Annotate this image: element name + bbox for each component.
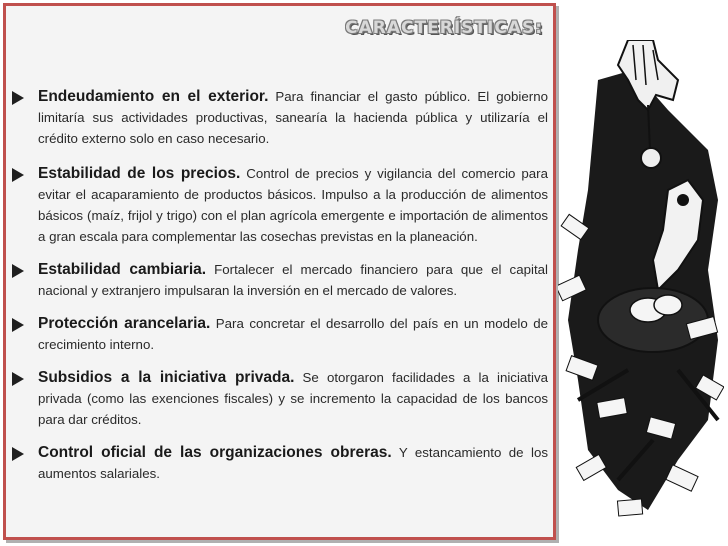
item-body: Y estancamiento de los aumentos salariales. <box>38 445 548 481</box>
item-text <box>38 259 548 301</box>
list-item <box>10 163 548 247</box>
item-body: Fortalecer el mercado financiero para que el capital nacional y extranjero impulsaran la inversión en el mercado de valores. <box>38 262 548 298</box>
list-item <box>10 86 548 149</box>
arrow-bullet-icon <box>12 91 24 105</box>
item-heading: Control oficial de las organizaciones obreras. <box>38 444 392 461</box>
slide-frame <box>3 3 556 540</box>
item-heading: Estabilidad cambiaria. <box>38 261 207 278</box>
arrow-bullet-icon <box>12 372 24 386</box>
arrow-bullet-icon <box>12 264 24 278</box>
hand-and-money-nest-illustration <box>558 40 724 540</box>
arrow-bullet-icon <box>12 168 24 182</box>
arrow-bullet-icon <box>12 318 24 332</box>
item-text <box>38 442 548 484</box>
item-body: Se otorgaron facilidades a la iniciativa privada (como las exenciones fiscales) y se incremento la capacidad de los bancos para dar créditos. <box>38 370 548 427</box>
list-item <box>10 259 548 301</box>
item-heading: Endeudamiento en el exterior. <box>38 88 269 105</box>
item-body: Para concretar el desarrollo del país en un modelo de crecimiento interno. <box>38 316 548 352</box>
item-heading: Protección arancelaria. <box>38 315 211 332</box>
item-text <box>38 163 548 247</box>
list-item <box>10 367 548 430</box>
item-body: Para financiar el gasto público. El gobierno limitaría sus actividades productivas, sanearía la hacienda pública y utilizaría el crédito externo solo en caso necesario. <box>38 89 548 146</box>
list-item <box>10 442 548 484</box>
arrow-bullet-icon <box>12 447 24 461</box>
item-heading: Subsidios a la iniciativa privada. <box>38 369 295 386</box>
item-body: Control de precios y vigilancia del comercio para evitar el acaparamiento de productos básicos. Impulso a la producción de alimentos básicos (maíz, frijol y trigo) con el plan agrícola emergente e importación de alimentos a gran escala para complementar las cosechas previstas en la planeación. <box>38 166 548 244</box>
slide-title: CARACTERÍSTICAS: <box>345 18 543 38</box>
item-heading: Estabilidad de los precios. <box>38 165 241 182</box>
item-text <box>38 367 548 430</box>
item-text <box>38 313 548 355</box>
item-text <box>38 86 548 149</box>
characteristics-list <box>10 86 548 484</box>
list-item <box>10 313 548 355</box>
